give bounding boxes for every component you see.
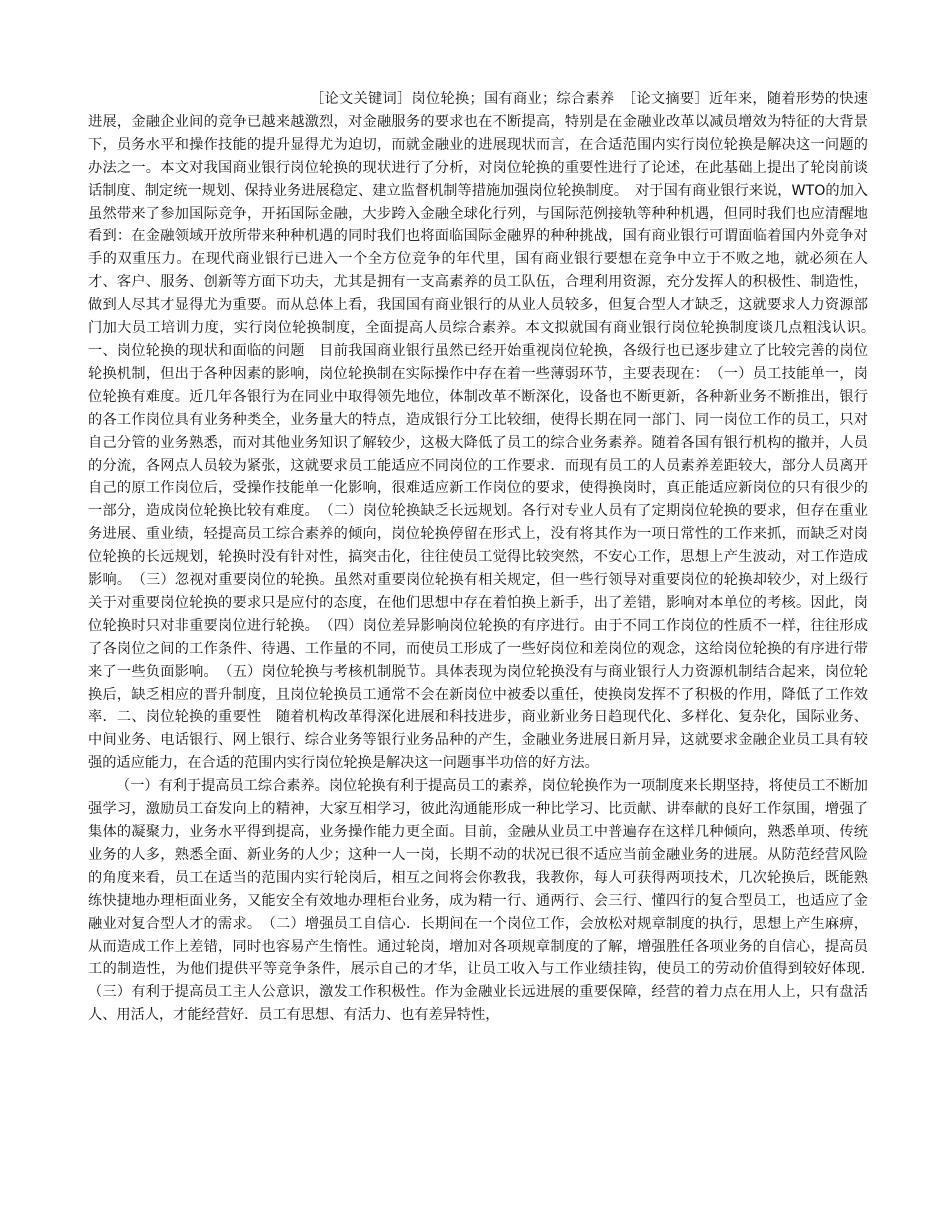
document-body [88,88,883,1027]
paragraph-2: （一）有利于提高员工综合素养。岗位轮换有利于提高员工的素养，岗位轮换作为一项制度来长期坚持，将使员工不断加强学习，激励员工奋发向上的精神，大家互相学习，彼此沟通能形成一种比学习、比贡献、讲奉献的良好工作氛围，增强了集体的凝聚力，业务水平得到提高，业务操作能力更全面。目前，金融从业员工中普遍存在这样几种倾向，熟悉单项、传统业务的人多，熟悉全面、新业务的人少；这种一人一岗，长期不动的状况已很不适应当前金融业务的进展。从防范经营风险的角度来看，员工在适当的范围内实行轮岗后，相互之间将会你教我，我教你，每人可获得两项技术，几次轮换后，既能熟练快捷地办理柜面业务，又能安全有效地办理柜台业务，成为精一行、通两行、会三行、懂四行的复合型员工，也适应了金融业对复合型人才的需求。 （二）增强员工自信心．长期间在一个岗位工作，会放松对规章制度的执行，思想上产生麻痹，从而造成工作上差错，同时也容易产生惰性。通过轮岗，增加对各项规章制度的了解，增强胜任各项业务的自信心，提高员工的制造性，为他们提供平等竞争条件，展示自己的才华，让员工收入与工作业绩挂钩，使员工的劳动价值得到较好体现． （三）有利于提高员工主人公意识，激发工作积极性。作为金融业长远进展的重要保障，经营的着力点在用人上，只有盘活人、用活人，才能经营好．员工有思想、有活力、也有差异特性， [88,778,883,1024]
paragraph-1: ［论文关键词］岗位轮换；国有商业；综合素养 ［论文摘要］近年来，随着形势的快速进展，金融企业间的竞争已越来越激烈，对金融服务的要求也在不断提高，特别是在金融业改革以减员增效为特征的大背景下，员务水平和操作技能的提升显得尤为迫切，而就金融业的进展现状而言，在合适范围内实行岗位轮换是解决这一问题的办法之一。本文对我国商业银行岗位轮换的现状进行了分析，对岗位轮换的重要性进行了论述，在此基础上提出了轮岗前谈话制度、制定统一规划、保持业务进展稳定、建立监督机制等措施加强岗位轮换制度。 对于国有商业银行来说，WTO的加入虽然带来了参加国际竞争，开拓国际金融，大步跨入金融全球化行列，与国际范例接轨等种种机遇，但同时我们也应清醒地看到：在金融领域开放所带来种种机遇的同时我们也将面临国际金融界的种种挑战，国有商业银行可谓面临着国内外竞争对手的双重压力。在现代商业银行已进入一个全方位竞争的年代里，国有商业银行要想在竞争中立于不败之地，就必须在人才、客户、服务、创新等方面下功夫，尤其是拥有一支高素养的员工队伍，合理利用资源，充分发挥人的积极性、制造性，做到人尽其才显得尤为重要。而从总体上看，我国国有商业银行的从业人员较多，但复合型人才缺乏，这就要求人力资源部门加大员工培训力度，实行岗位轮换制度，全面提高人员综合素养。本文拟就国有商业银行岗位轮换制度谈几点粗浅认识。 一、岗位轮换的现状和面临的问题 目前我国商业银行虽然已经开始重视岗位轮换，各级行也已逐步建立了比较完善的岗位轮换机制，但出于各种因素的影响，岗位轮换制在实际操作中存在着一些薄弱环节，主要表现在： （一）员工技能单一，岗位轮换有难度。近几年各银行为在同业中取得领先地位，体制改革不断深化，设备也不断更新，各种新业务不断推出，银行的各工作岗位具有业务种类全，业务量大的特点，造成银行分工比较细，使得长期在同一部门、同一岗位工作的员工，只对自己分管的业务熟悉，而对其他业务知识了解较少，这极大降低了员工的综合业务素养。随着各国有银行机构的撤并，人员的分流，各网点人员较为紧张，这就要求员工能适应不同岗位的工作要求．而现有员工的人员素养差距较大，部分人员离开自己的原工作岗位后，受操作技能单一化影响，很难适应新工作岗位的要求，使得换岗时，真正能适应新岗位的只有很少的一部分，造成岗位轮换比较有难度。 （二）岗位轮换缺乏长远规划。各行对专业人员有了定期岗位轮换的要求，但存在重业务进展、重业绩，轻提高员工综合素养的倾向，岗位轮换停留在形式上，没有将其作为一项日常性的工作来抓，而缺乏对岗位轮换的长远规划，轮换时没有针对性，搞突击化，往往使员工觉得比较突然，不安心工作，思想上产生波动，对工作造成影响。 （三）忽视对重要岗位的轮换。虽然对重要岗位轮换有相关规定，但一些行领导对重要岗位的轮换却较少，对上级行关于对重要岗位轮换的要求只是应付的态度，在他们思想中存在着怕换上新手，出了差错，影响对本单位的考核。因此，岗位轮换时只对非重要岗位进行轮换。 （四）岗位差异影响岗位轮换的有序进行。由于不同工作岗位的性质不一样，往往形成了各岗位之间的工作条件、待遇、工作量的不同，而使员工形成了一些好岗位和差岗位的观念，这给岗位轮换的有序进行带来了一些负面影响。 （五）岗位轮换与考核机制脱节。具体表现为岗位轮换没有与商业银行人力资源机制结合起来，岗位轮换后，缺乏相应的晋升制度，且岗位轮换员工通常不会在新岗位中被委以重任，使换岗发挥不了积极的作用，降低了工作效率．二、岗位轮换的重要性 随着机构改革得深化进展和科技进步，商业新业务日趋现代化、多样化、复杂化，国际业务、中间业务、电话银行、网上银行、综合业务等银行业务品种的产生，金融业务进展日新月异，这就要求金融企业员工具有较强的适应能力，在合适的范围内实行岗位轮换是解决这一问题事半功倍的好方法。 [88,91,883,772]
